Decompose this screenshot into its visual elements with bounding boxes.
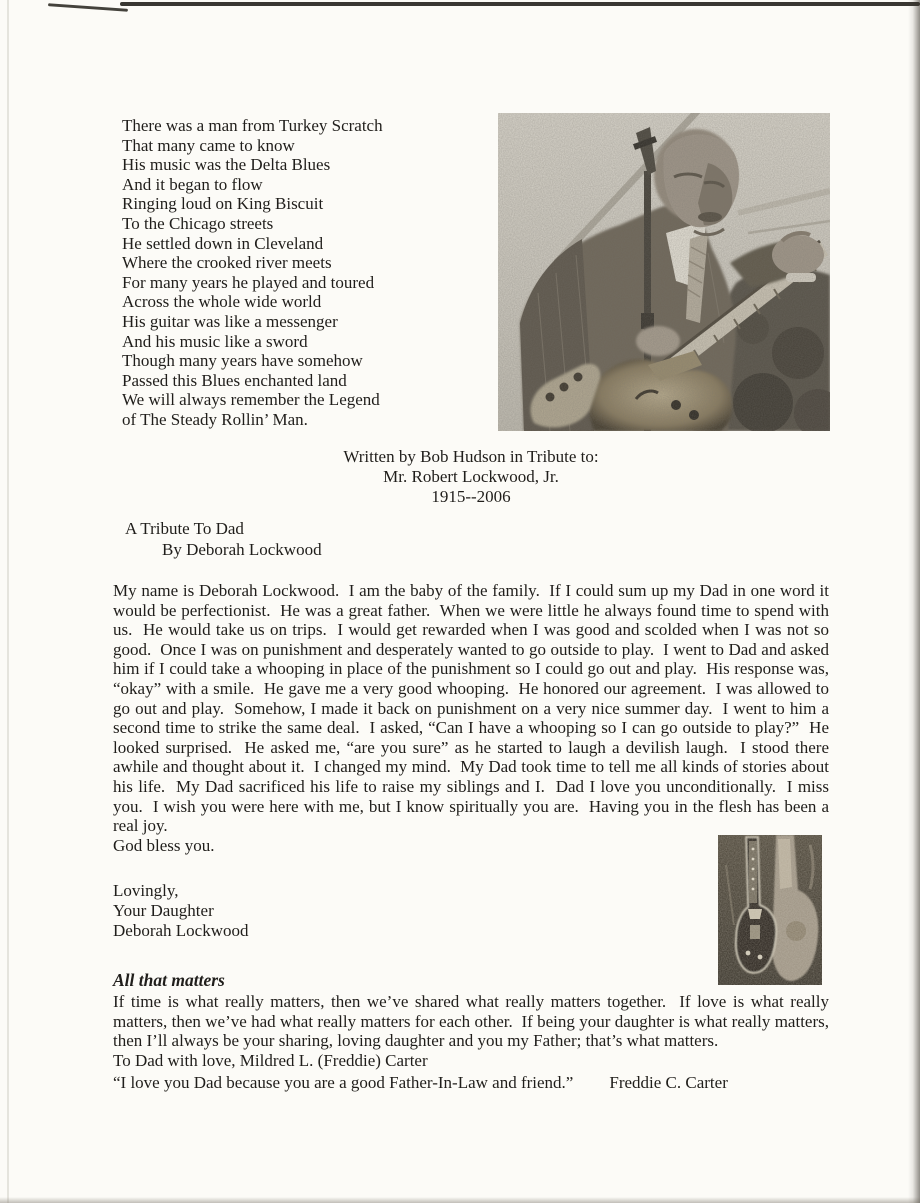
memorial-poem: [122, 116, 383, 430]
tribute-signoff: [113, 881, 249, 941]
tribute-body: My name is Deborah Lockwood. I am the baby of the family. If I could sum up my Dad in one word it would be perfectionist. He was a great father. When we were little he always found time to spend with us. He would take us on trips. I would get rewarded when I was good and scolded when I was not so good. Once I was on punishment and desperately wanted to go outside to play. I went to Dad and asked him if I could take a whooping in place of the punishment so I could go out and play. His response was, “okay” with a smile. He gave me a very good whooping. He honored our agreement. I was allowed to go out and play. Somehow, I made it back on punishment on a very nice summer day. I went to him a second time to strike the same deal. I asked, “Can I have a whooping so I can go outside to play?” He looked surprised. He asked me, “are you sure” as he started to laugh a devilish laugh. I stood there awhile and thought about it. I changed my mind. My Dad took time to tell me all kinds of stories about his life. My Dad sacrificed his life to raise my siblings and I. Dad I love you unconditionally. I miss you. I wish you were here with me, but I know spiritually you are. Having you in the flesh has been a real joy.: [113, 581, 834, 836]
poem-line: That many came to know: [122, 135, 295, 155]
all-that-matters-body: If time is what really matters, then we’ve shared what really matters together. If love is what really matters, then we’ve had what really matters for each other. If being your daughter is what really matters, then I’ll always be your sharing, loving daughter and you my Father; that’s what matters.: [113, 991, 834, 1051]
guitar-performance-photo-art: [498, 113, 830, 431]
tribute-title: A Tribute To Dad: [125, 519, 244, 538]
attribution-line: Written by Bob Hudson in Tribute to:: [343, 447, 599, 466]
photo-robert-lockwood-performing: [498, 113, 830, 431]
dedication-line: To Dad with love, Mildred L. (Freddie) Carter: [113, 1051, 428, 1071]
attribution-line: 1915--2006: [431, 487, 511, 506]
poem-line: Where the crooked river meets: [122, 253, 332, 273]
poem-line: And it began to flow: [122, 174, 263, 194]
quote-attribution: Freddie C. Carter: [609, 1072, 728, 1092]
poem-line: His music was the Delta Blues: [122, 155, 331, 175]
poem-line: of The Steady Rollin’ Man.: [122, 409, 308, 429]
poem-attribution: [113, 447, 829, 507]
poem-line: Passed this Blues enchanted land: [122, 370, 347, 390]
signoff-line: Lovingly,: [113, 881, 179, 900]
quote-row: [113, 1073, 829, 1093]
father-in-law-quote: “I love you Dad because you are a good Father-In-Law and friend.”: [113, 1072, 574, 1092]
scan-edge-left: [7, 0, 9, 1203]
poem-line: There was a man from Turkey Scratch: [122, 116, 383, 135]
signoff-line: Your Daughter: [113, 901, 214, 920]
photo-guitars: [718, 835, 822, 985]
all-that-matters-section: [113, 970, 834, 1093]
scan-edge-bottom: [0, 1197, 920, 1203]
poem-line: Across the whole wide world: [122, 292, 322, 312]
poem-line: To the Chicago streets: [122, 213, 274, 233]
poem-line: We will always remember the Legend: [122, 390, 380, 410]
guitars-photo-art: [718, 835, 822, 985]
all-that-matters-heading: All that matters: [113, 970, 225, 990]
scan-edge-top: [120, 2, 920, 6]
tribute-byline: By Deborah Lockwood: [162, 539, 322, 559]
tribute-blessing: God bless you.: [113, 836, 215, 855]
tribute-heading: [125, 519, 322, 560]
poem-line: His guitar was like a messenger: [122, 311, 338, 331]
poem-line: Though many years have somehow: [122, 351, 363, 371]
scan-edge-top-corner: [48, 3, 128, 12]
poem-line: Ringing loud on King Biscuit: [122, 194, 324, 214]
poem-line: And his music like a sword: [122, 331, 308, 351]
poem-line: He settled down in Cleveland: [122, 233, 324, 253]
poem-line: For many years he played and toured: [122, 272, 375, 292]
scan-edge-right-shadow: [908, 0, 920, 1203]
signoff-line: Deborah Lockwood: [113, 921, 249, 940]
attribution-line: Mr. Robert Lockwood, Jr.: [383, 467, 559, 486]
